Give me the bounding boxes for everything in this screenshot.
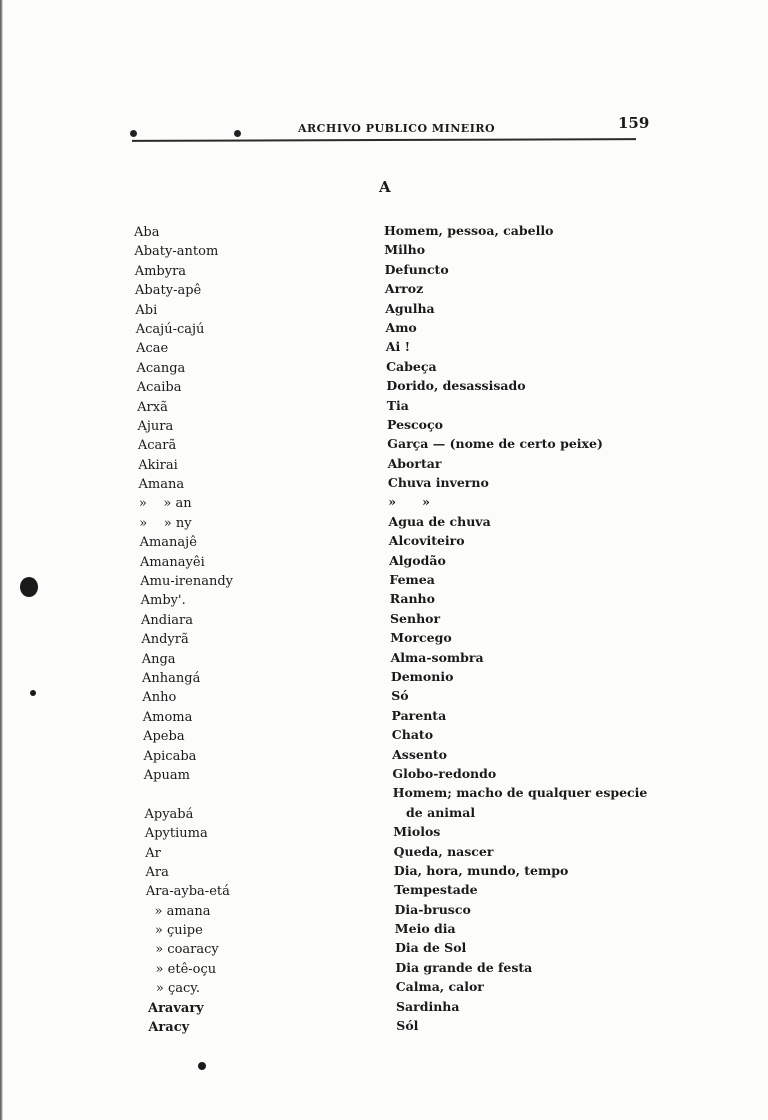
entry-gloss: Morcego bbox=[390, 630, 452, 646]
entry-gloss: Algodão bbox=[389, 552, 446, 568]
entry-term: Anga bbox=[141, 651, 176, 667]
entry-term: Akirai bbox=[138, 457, 178, 473]
entry-gloss: Dia, hora, mundo, tempo bbox=[393, 862, 569, 878]
entry-term: » » an bbox=[138, 496, 192, 512]
entry-term: » etê-oçu bbox=[147, 961, 217, 977]
entry-gloss: » » bbox=[388, 494, 430, 510]
entry-gloss: Abortar bbox=[387, 455, 442, 471]
entry-gloss: Assento bbox=[392, 746, 448, 762]
entry-gloss: Tia bbox=[386, 397, 409, 413]
entry-gloss: Tempestade bbox=[394, 882, 478, 898]
entry-term: Acanga bbox=[136, 360, 186, 376]
entry-term: Apeba bbox=[143, 729, 185, 745]
ink-blot bbox=[20, 577, 38, 597]
entry-gloss: Alma-sombra bbox=[390, 649, 484, 665]
entry-term: Apyabá bbox=[144, 806, 194, 822]
entry-gloss: Homem; macho de qualquer especie bbox=[392, 785, 648, 801]
entry-gloss: Miolos bbox=[393, 824, 441, 840]
entry-term: Amanayêi bbox=[139, 554, 205, 570]
entry-gloss: Queda, nascer bbox=[393, 843, 494, 859]
entry-term: Ambyra bbox=[134, 263, 187, 279]
entry-gloss: Ranho bbox=[389, 591, 435, 607]
entry-term: » coaracy bbox=[146, 942, 219, 958]
section-letter: A bbox=[379, 178, 391, 196]
entry-gloss: Chuva inverno bbox=[387, 475, 489, 491]
entry-gloss: Arroz bbox=[384, 281, 424, 297]
entry-gloss: Cabeça bbox=[386, 358, 437, 374]
entry-term: Acajú-cajú bbox=[135, 321, 205, 337]
entry-gloss: Agulha bbox=[385, 300, 435, 316]
header-title: ARCHIVO PUBLICO MINEIRO bbox=[298, 122, 496, 135]
entry-gloss: Dia-brusco bbox=[394, 901, 471, 917]
entry-term: Anhangá bbox=[142, 670, 201, 686]
entry-term: Abaty-apê bbox=[135, 283, 202, 299]
entry-gloss: Meio dia bbox=[394, 921, 456, 937]
entry-gloss: Defuncto bbox=[384, 261, 449, 277]
entry-gloss: Senhor bbox=[390, 610, 441, 626]
running-header bbox=[130, 112, 650, 142]
entry-gloss: Agua de chuva bbox=[388, 513, 491, 529]
entry-term: Arxã bbox=[137, 399, 168, 415]
entry-gloss: Sól bbox=[396, 1018, 419, 1034]
entry-term: Amana bbox=[138, 477, 185, 493]
entry-term: Ajura bbox=[137, 418, 174, 434]
ornament-dot bbox=[198, 1062, 206, 1070]
entry-gloss: Ai ! bbox=[385, 339, 411, 355]
entry-term: Abi bbox=[135, 302, 158, 318]
entry-term: Acaiba bbox=[136, 380, 182, 396]
entry-gloss: Garça — (nome de certo peixe) bbox=[387, 436, 603, 452]
entry-term: Andiara bbox=[141, 612, 193, 628]
entry-term: Ar bbox=[145, 845, 161, 861]
entry-term: Aravary bbox=[148, 1000, 204, 1016]
entry-gloss: Calma, calor bbox=[395, 979, 484, 995]
entry-gloss: Homem, pessoa, cabello bbox=[384, 223, 554, 238]
entry-term: Amu-irenandy bbox=[140, 574, 234, 590]
entry-gloss: de animal bbox=[393, 804, 476, 820]
entry-term: Apuam bbox=[143, 767, 190, 783]
entry-gloss: Alcoviteiro bbox=[388, 533, 465, 549]
entry-term: » çacy. bbox=[147, 981, 201, 997]
entry-term: » » ny bbox=[139, 515, 192, 531]
header-rule bbox=[132, 138, 636, 142]
entry-gloss: Parenta bbox=[391, 707, 447, 723]
entry-term: Amoma bbox=[142, 709, 193, 725]
page-margin-line bbox=[0, 0, 3, 1120]
term-column bbox=[134, 223, 233, 1037]
entry-term: Apicaba bbox=[143, 748, 197, 764]
entry-term: Ara bbox=[145, 864, 169, 880]
entry-gloss: Demonio bbox=[390, 668, 454, 684]
entry-gloss: Dorido, desassisado bbox=[386, 378, 526, 394]
entry-term: Apytiuma bbox=[144, 826, 208, 842]
entry-term: Andyrã bbox=[141, 632, 189, 648]
entry-term: Abaty-antom bbox=[134, 244, 219, 260]
entry-term: » çuipe bbox=[146, 923, 203, 939]
entry-gloss: Amo bbox=[385, 319, 417, 335]
gloss-column bbox=[384, 221, 647, 1035]
entry-term bbox=[134, 785, 233, 804]
entry-term: » amana bbox=[146, 903, 211, 919]
entry-gloss: Milho bbox=[384, 242, 426, 258]
entry-gloss: Só bbox=[391, 688, 409, 704]
ornament-dot bbox=[234, 130, 241, 137]
entry-term: Amanajê bbox=[139, 535, 197, 551]
entry-term: Anho bbox=[142, 690, 177, 706]
entry-term: Aba bbox=[134, 225, 160, 240]
entry-gloss: Femea bbox=[389, 572, 435, 588]
entry-term: Acarã bbox=[137, 438, 177, 454]
ink-speck bbox=[30, 690, 36, 696]
entry-gloss: Dia de Sol bbox=[395, 940, 467, 956]
entry-gloss: Sardinha bbox=[396, 998, 460, 1014]
page-number: 159 bbox=[618, 114, 650, 132]
entry-term: Ara-ayba-etá bbox=[145, 884, 230, 900]
entry-gloss: Dia grande de festa bbox=[395, 959, 533, 975]
entry-gloss: Globo-redondo bbox=[392, 765, 497, 781]
entry-term: Amby'. bbox=[140, 593, 186, 609]
entry-gloss: Chato bbox=[391, 727, 434, 743]
entry-term: Aracy bbox=[148, 1020, 190, 1036]
entry-term: Acae bbox=[136, 341, 169, 357]
entry-gloss: Pescoço bbox=[387, 416, 443, 432]
ornament-dot bbox=[130, 130, 137, 137]
